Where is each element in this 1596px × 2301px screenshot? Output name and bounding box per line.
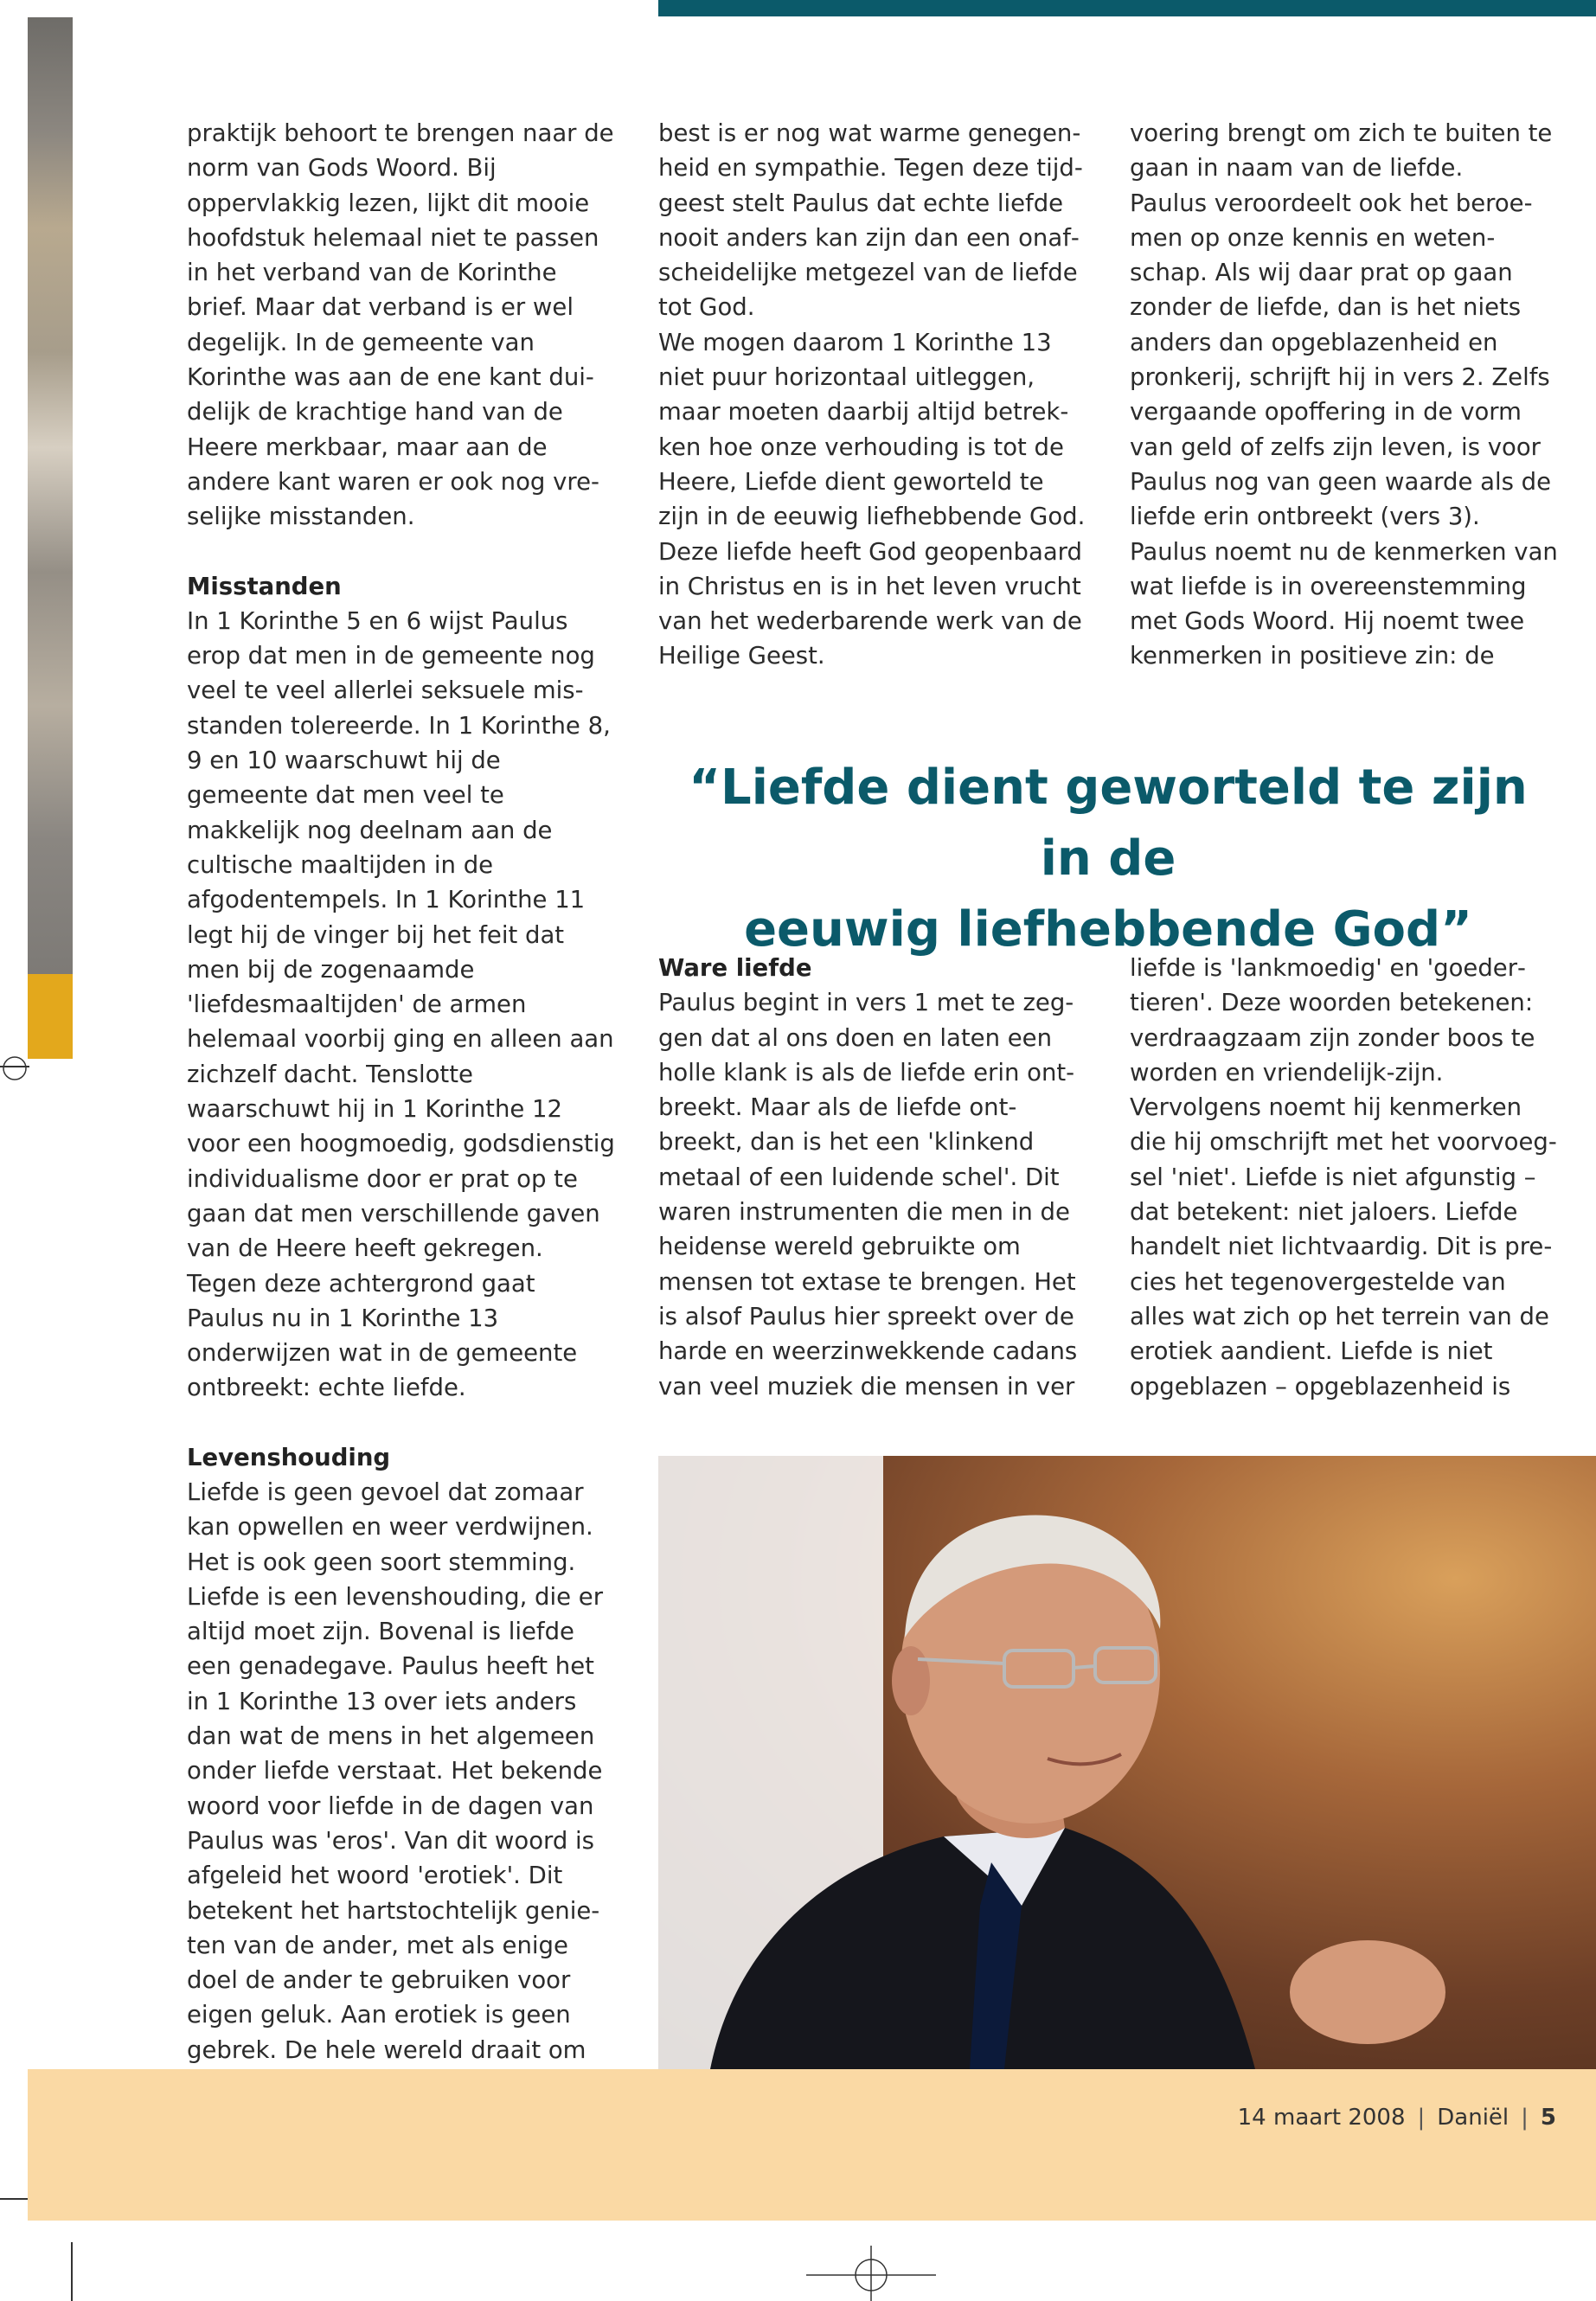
column1-levenshouding-text: Liefde is geen gevoel dat zomaar kan opwellen en weer verdwijnen. Het is ook geen soort stemming. Liefde is een levenshouding, die er altijd moet zijn. Bovenal is liefde een genadegave. Paulus heeft het in 1 Korinthe 13 over iets anders dan wat de mens in het algemeen onder liefde verstaat. Het bekende woord voor liefde in de dagen van Paulus was 'eros'. Van dit woord is afgeleid het woord 'erotiek'. Dit betekent het hartstochtelijk genieten van de ander, met als enige doel de ander te gebruiken voor eigen geluk. Aan erotiek is geen gebrek. De hele wereld draait om <box>187 1477 604 2064</box>
article-column-3 <box>1130 116 1562 674</box>
page-number: 5 <box>1540 2105 1556 2131</box>
crosshair-mark-bottom <box>806 2246 936 2301</box>
crosshair-mark-left <box>0 1054 29 1083</box>
heading-levenshouding: Levenshouding <box>187 1443 391 1471</box>
article-column-4 <box>658 951 1091 1404</box>
column1-intro: praktijk behoort te brengen naar de norm van Gods Woord. Bij oppervlakkig lezen, lijkt dit mooie hoofdstuk helemaal niet te passen in het verband van de Korinthe brief. Maar dat verband is er wel degelijk. In de gemeente van Korinthe was aan de ene kant duidelijk de krachtige hand van de Heere merkbaar, maar aan de andere kant waren er ook nog vreselijke misstanden. <box>187 119 614 531</box>
column3-para3: Paulus noemt nu de kenmerken van wat liefde is in overeenstemming met Gods Woord. Hij noemt twee kenmerken in positieve zin: de <box>1130 537 1558 670</box>
pull-quote-line1: “Liefde dient geworteld te zijn in de <box>689 760 1528 887</box>
registration-mark-left-lower <box>0 2198 29 2200</box>
article-column-1 <box>187 116 619 2102</box>
footer-date: 14 maart 2008 <box>1237 2105 1406 2131</box>
heading-ware-liefde: Ware liefde <box>658 954 812 982</box>
column2-para2: We mogen daarom 1 Korinthe 13 niet puur horizontaal uitleggen, maar moeten daarbij altijd betrekken hoe onze verhouding is tot de Heere, Liefde dient geworteld te zijn in de eeuwig liefhebbende God. Deze liefde heeft God geopenbaard in Christus en is in het leven vrucht van het wederbarende werk van de Heilige Geest. <box>658 328 1086 670</box>
column3-para2: Paulus veroordeelt ook het beroemen op onze kennis en wetenschap. Als wij daar prat op gaan zonder de liefde, dan is het niets anders dan opgeblazenheid en pronkerij, schrijft hij in vers 2. Zelfs vergaande opoffering in de vorm van geld of zelfs zijn leven, is voor Paulus nog van geen waarde als de liefde erin ontbreekt (vers 3). <box>1130 189 1552 531</box>
side-photo-strip <box>28 17 73 974</box>
column3-para1: voering brengt om zich te buiten te gaan in naam van de liefde. <box>1130 119 1553 183</box>
heading-misstanden: Misstanden <box>187 572 342 600</box>
side-accent-block <box>28 974 73 1059</box>
footer-band <box>28 2069 1596 2221</box>
registration-mark-bottom <box>71 2242 73 2301</box>
pull-quote-line2: eeuwig liefhebbende God” <box>744 901 1472 958</box>
article-column-5 <box>1130 951 1562 1404</box>
top-accent-bar <box>658 0 1596 16</box>
footer-info: 14 maart 2008 | Daniël | 5 <box>1237 2105 1556 2131</box>
column5-text: liefde is 'lankmoedig' en 'goedertieren'. Deze woorden betekenen: verdraagzaam zijn zonder boos te worden en vriendelijk-zijn. Vervolgens noemt hij kenmerken die hij omschrijft met het voorvoegsel 'niet'. Liefde is niet afgunstig – dat betekent: niet jaloers. Liefde handelt niet lichtvaardig. Dit is precies het tegenovergestelde van alles wat zich op het terrein van de erotiek aandient. Liefde is niet opgeblazen – opgeblazenheid is <box>1130 954 1557 1400</box>
speaker-photo <box>658 1456 1596 2069</box>
pull-quote <box>658 753 1558 965</box>
column4-text: Paulus begint in vers 1 met te zeggen dat al ons doen en laten een holle klank is als de liefde erin ontbreekt. Maar als de liefde ontbreekt, dan is het een 'klinkend metaal of een luidende schel'. Dit waren instrumenten die men in de heidense wereld gebruikte om mensen tot extase te brengen. Het is alsof Paulus hier spreekt over de harde en weerzinwekkende cadans van veel muziek die mensen in ver <box>658 989 1078 1400</box>
article-column-2 <box>658 116 1091 674</box>
column2-para1: best is er nog wat warme genegenheid en sympathie. Tegen deze tijdgeest stelt Paulus dat echte liefde nooit anders kan zijn dan een onafscheidelijke metgezel van de liefde tot God. <box>658 119 1083 322</box>
speaker-illustration <box>658 1456 1596 2069</box>
footer-publication: Daniël <box>1437 2105 1509 2131</box>
column1-misstanden-text: In 1 Korinthe 5 en 6 wijst Paulus erop dat men in de gemeente nog veel te veel allerlei seksuele misstanden tolereerde. In 1 Korinthe 8, 9 en 10 waarschuwt hij de gemeente dat men veel te makkelijk nog deelnam aan de cultische maaltijden in de afgodentempels. In 1 Korinthe 11 legt hij de vinger bij het feit dat men bij de zogenaamde 'liefdesmaaltijden' de armen helemaal voorbij ging en alleen aan zichzelf dacht. Tenslotte waarschuwt hij in 1 Korinthe 12 voor een hoogmoedig, godsdienstig individualisme door er prat op te gaan dat men verschillende gaven van de Heere heeft gekregen. Tegen deze achtergrond gaat Paulus nu in 1 Korinthe 13 onderwijzen wat in de gemeente ontbreekt: echte liefde. <box>187 606 615 1402</box>
